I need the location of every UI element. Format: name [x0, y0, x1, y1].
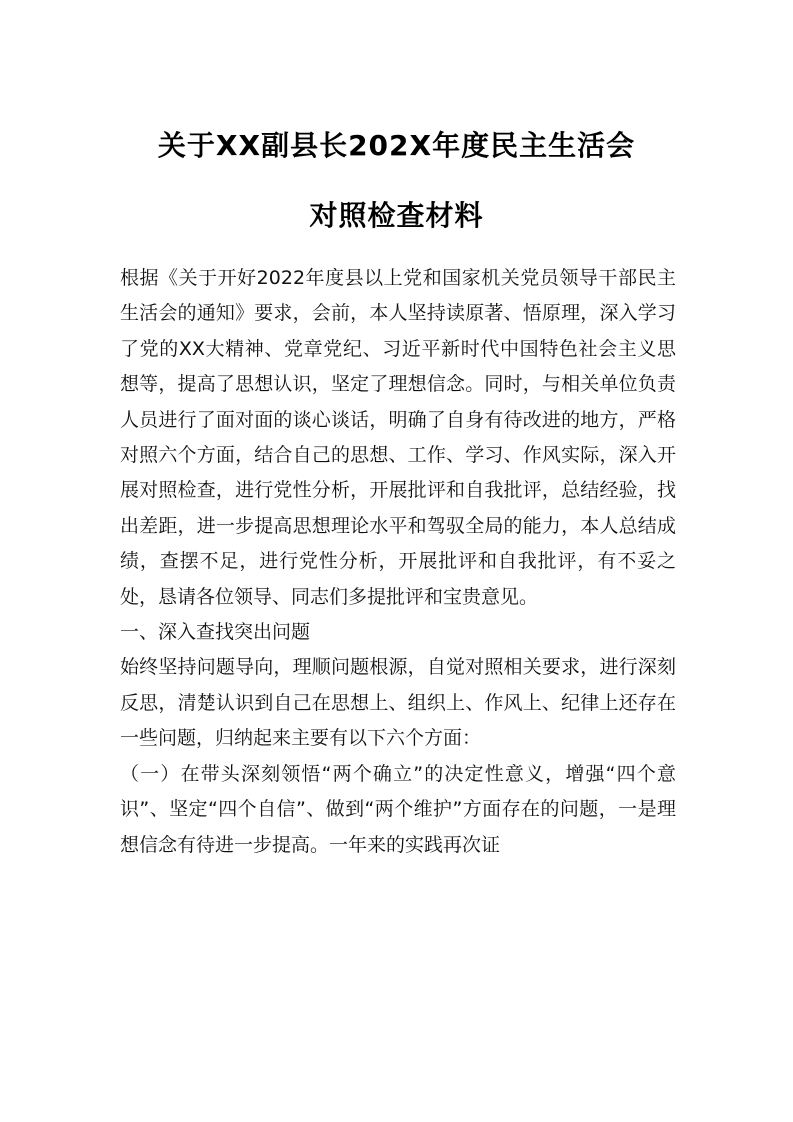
- document-title: 关于XX副县长202X年度民主生活会: [157, 129, 636, 162]
- intro-paragraph: 根据《关于开好2022年度县以上党和国家机关党员领导干部民主生活会的通知》要求，会前，本人坚持读原著、悟原理，深入学习了党的XX大精神、党章党纪、习近平新时代中国特色社会主义思想等，提高了思想认识，坚定了理想信念。同时，与相关单位负责人员进行了面对面的谈心谈话，明确了自身有待改进的地方，严格对照六个方面，结合自己的思想、工作、学习、作风实际，深入开展对照检查，进行党性分析，开展批评和自我批评，总结经验，找出差距，进一步提高思想理论水平和驾驭全局的能力，本人总结成绩，查摆不足，进行党性分析，开展批评和自我批评，有不妥之处，恳请各位领导、同志们多提批评和宝贵意见。: [120, 267, 676, 608]
- subsection-paragraph: （一）在带头深刻领悟“两个确立”的决定性意义，增强“四个意识”、坚定“四个自信”、做到“两个维护”方面存在的问题，一是理想信念有待进一步提高。一年来的实践再次证: [120, 762, 676, 856]
- section-intro-paragraph: 始终坚持问题导向，理顺问题根源，自觉对照相关要求，进行深刻反思，清楚认识到自己在思想上、组织上、作风上、纪律上还存在一些问题，归纳起来主要有以下六个方面：: [120, 656, 676, 750]
- document-body: [120, 261, 676, 863]
- section-heading: 一、深入查找突出问题: [120, 621, 311, 644]
- document-subtitle: 对照检查材料: [309, 199, 484, 232]
